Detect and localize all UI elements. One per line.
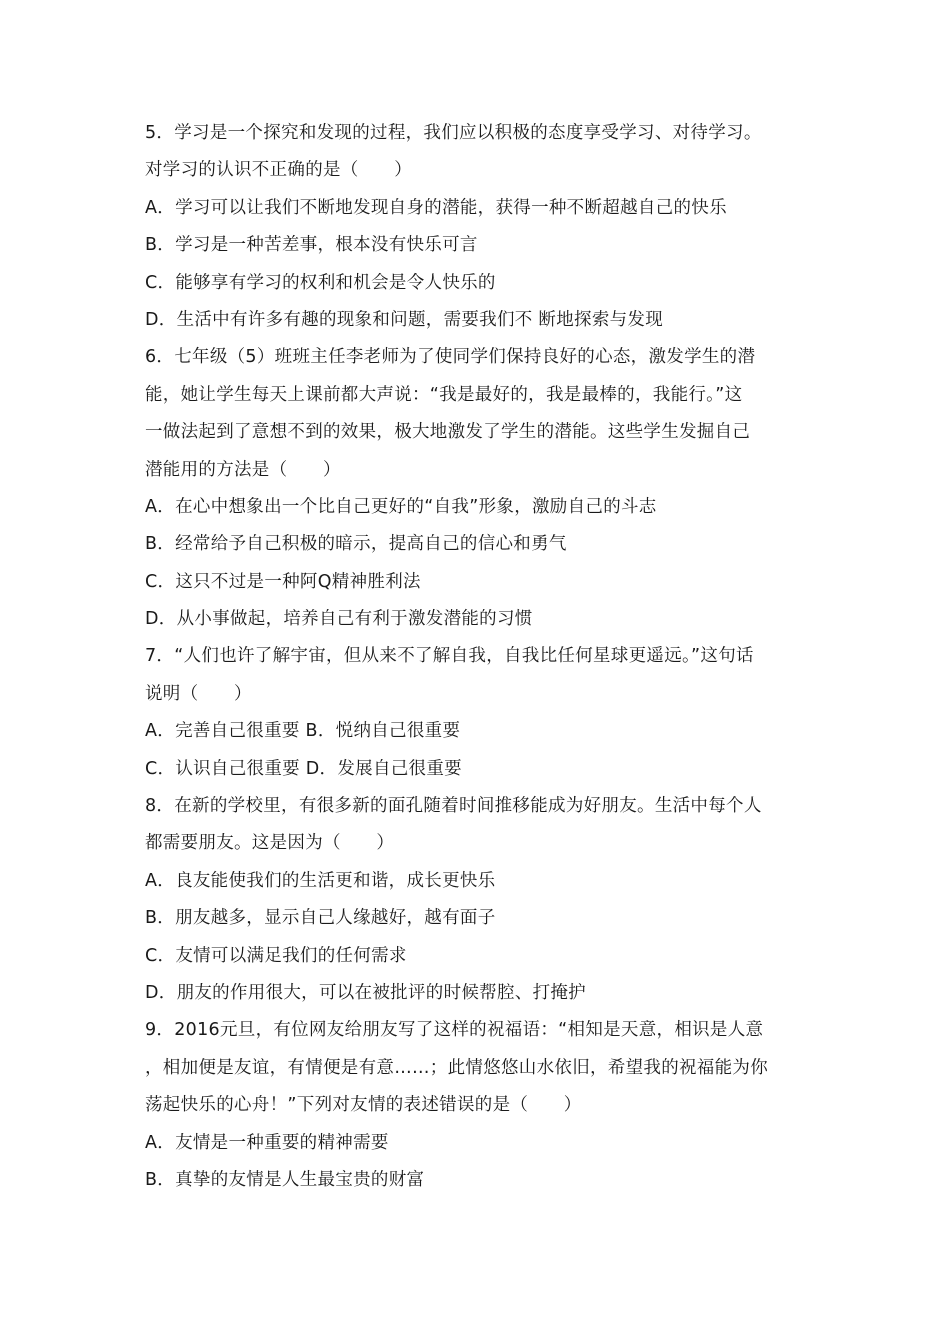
question-6-option-a: A．在心中想象出一个比自己更好的“自我”形象，激励自己的斗志 (145, 496, 657, 517)
question-8-stem-line-1: 8．在新的学校里，有很多新的面孔随着时间推移能成为好朋友。生活中每个人 (145, 796, 762, 817)
question-8-option-b: B．朋友越多，显示自己人缘越好，越有面子 (145, 908, 496, 929)
question-6-stem-line-1: 6．七年级（5）班班主任李老师为了使同学们保持良好的心态，激发学生的潜 (145, 347, 756, 368)
question-6-option-d: D．从小事做起，培养自己有利于激发潜能的习惯 (145, 609, 533, 630)
question-5-stem-line-2: 对学习的认识不正确的是（ ） (145, 160, 412, 181)
question-5-stem-line-1: 5．学习是一个探究和发现的过程，我们应以积极的态度享受学习、对待学习。 (145, 123, 762, 143)
question-5-option-c: C．能够享有学习的权利和机会是令人快乐的 (145, 272, 496, 293)
question-8-option-d: D．朋友的作用很大，可以在被批评的时候帮腔、打掩护 (145, 982, 586, 1003)
question-8-stem-line-2: 都需要朋友。这是因为（ ） (145, 833, 395, 854)
question-9-stem-line-2: ，相加便是友谊，有情便是有意……；此情悠悠山水依旧，希望我的祝福能为你 (145, 1057, 768, 1078)
document-body (145, 115, 815, 1199)
question-8-option-c: C．友情可以满足我们的任何需求 (145, 945, 407, 966)
question-8-option-a: A．良友能使我们的生活更和谐，成长更快乐 (145, 870, 496, 891)
question-6-stem-line-3: 一做法起到了意想不到的效果，极大地激发了学生的潜能。这些学生发掘自己 (145, 422, 751, 443)
question-6-stem-line-2: 能，她让学生每天上课前都大声说：“我是最好的，我是最棒的，我能行。”这 (145, 384, 743, 405)
question-6-option-b: B．经常给予自己积极的暗示，提高自己的信心和勇气 (145, 534, 567, 555)
question-6-stem-line-4: 潜能用的方法是（ ） (145, 459, 341, 480)
question-9-option-a: A．友情是一种重要的精神需要 (145, 1132, 389, 1153)
question-5-option-d: D．生活中有许多有趣的现象和问题，需要我们不 断地探索与发现 (145, 309, 664, 330)
question-7-stem-line-2: 说明（ ） (145, 683, 252, 704)
question-9-stem-line-3: 荡起快乐的心舟！”下列对友情的表述错误的是（ ） (145, 1095, 582, 1116)
question-7-options-ab: A．完善自己很重要 B．悦纳自己很重要 (145, 721, 461, 742)
question-5-option-a: A．学习可以让我们不断地发现自身的潜能，获得一种不断超越自己的快乐 (145, 197, 727, 218)
question-7-options-cd: C．认识自己很重要 D．发展自己很重要 (145, 758, 462, 779)
question-9-stem-line-1: 9．2016元旦，有位网友给朋友写了这样的祝福语：“相知是天意，相识是人意 (145, 1020, 764, 1041)
question-9-option-b: B．真挚的友情是人生最宝贵的财富 (145, 1169, 425, 1190)
question-5-option-b: B．学习是一种苦差事，根本没有快乐可言 (145, 235, 478, 256)
question-7-stem-line-1: 7．“人们也许了解宇宙，但从来不了解自我，自我比任何星球更遥远。”这句话 (145, 646, 754, 667)
question-6-option-c: C．这只不过是一种阿Q精神胜利法 (145, 571, 421, 592)
